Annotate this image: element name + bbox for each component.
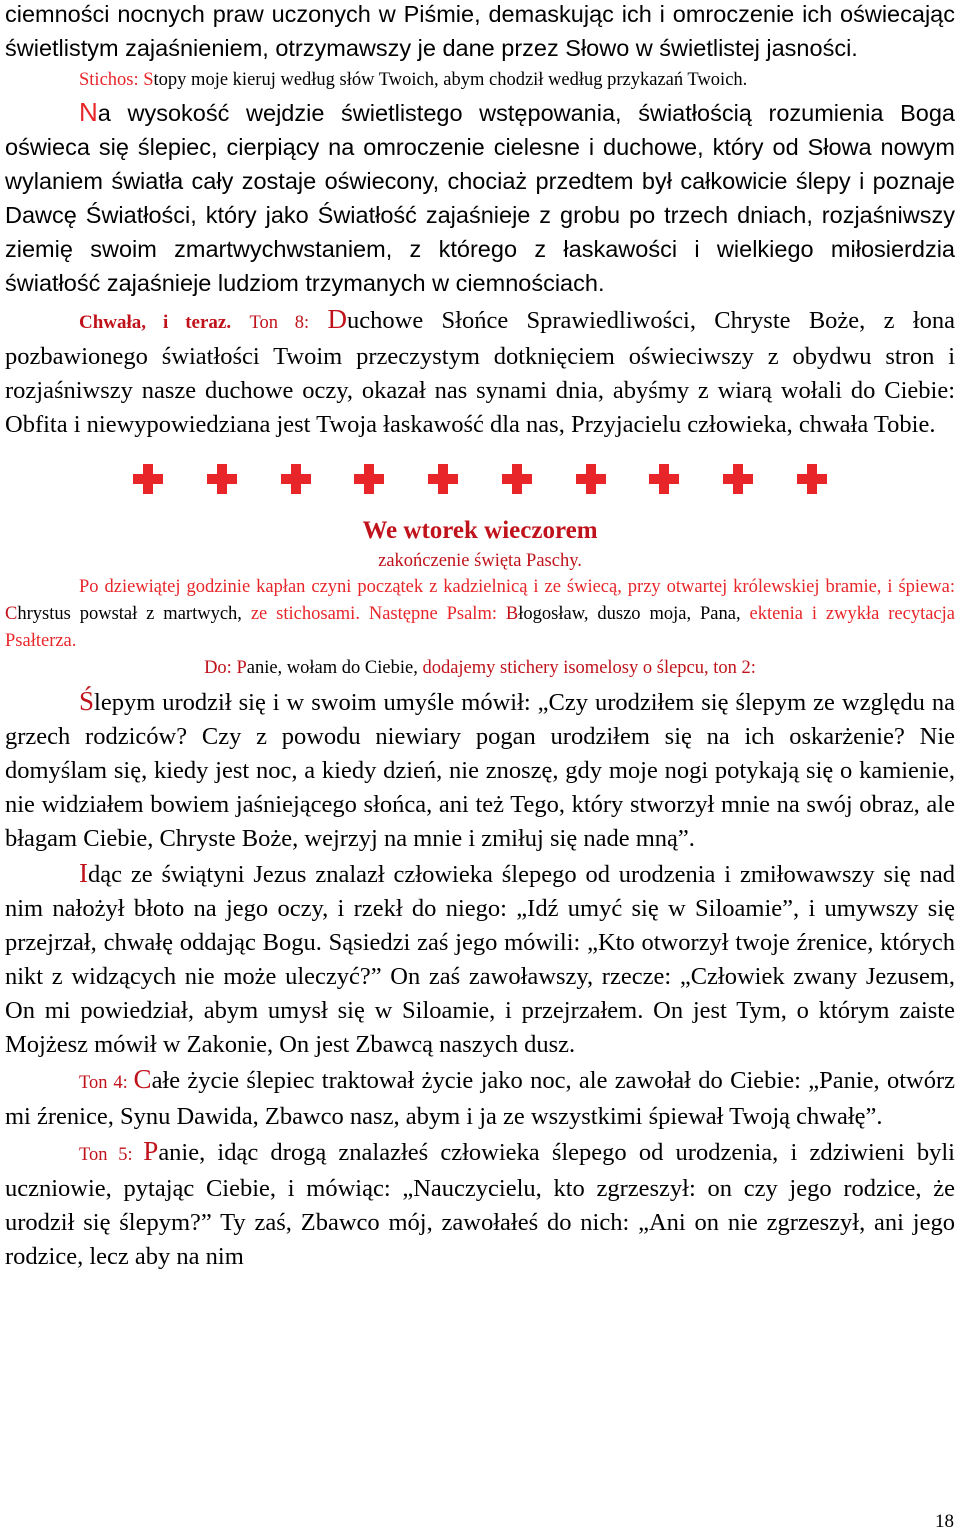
rubric-text: dodajemy stichery isomelosy o ślepcu, ton 2:: [417, 658, 756, 678]
cross-icon: [354, 464, 384, 494]
cross-icon: [649, 464, 679, 494]
rubric-text: Po dziewiątej godzinie kapłan czyni początek z kadzielnicą i ze świecą, przy otwartej królewskiej bramie, i śpiewa:: [79, 577, 955, 597]
rubric-text: ze stichosami. Następne Psalm:: [241, 604, 506, 624]
rubric-instructions: [5, 574, 955, 655]
drop-initial: I: [79, 858, 88, 888]
paragraph-text: uchowe Słońce Sprawiedliwości, Chryste Boże, z łona pozbawionego światłości Twoim przeczystym dotknięciem oświeciwszy z obydwu stron i rozjaśniwszy nasze duchowe oczy, okazał nas synami dnia, abyśmy z wiarą wołali do Ciebie: Obfita i niewypowiedziana jest Twoja łaskawość dla nas, Przyjacielu człowieka, chwała Tobie.: [5, 307, 955, 438]
chwala-label: Chwała, i teraz.: [79, 312, 232, 333]
tone-label: Ton 4:: [79, 1073, 134, 1093]
cross-icon: [207, 464, 237, 494]
cross-icon: [797, 464, 827, 494]
drop-initial: P: [143, 1136, 159, 1166]
sticheron-4: [5, 1134, 955, 1274]
section-title: We wtorek wieczorem: [362, 517, 598, 544]
section-subtitle: zakończenie święta Paschy.: [378, 551, 582, 571]
cross-divider: [133, 464, 827, 500]
cross-icon: [281, 464, 311, 494]
sticheron-text: lepym urodził się i w swoim umyśle mówił: „Czy urodziłem się ślepym ze względu na grzech rodziców? Czy z powodu niewiary pogan urodziłem się na ich oskarżenie? Nie domyślam się, kiedy jest noc, a kiedy dzień, nie znoszę, gdy moje nogi potykają się o kamienie, nie widziałem bowiem jaśniejącego słońca, ani też Tego, który stworzył mnie na swój obraz, ale błagam Ciebie, Chryste Boże, wejrzyj na mnie i zmiłuj się nade mną”.: [5, 689, 955, 852]
paragraph-text: a wysokość wejdzie świetlistego wstępowania, światłością rozumienia Boga oświeca się ślepiec, cierpiący na omroczenie cielesne i duchowe, który od Słowa nowym wylaniem światła cały zostaje oświecony, chociaż przedtem był całkowicie ślepy i poznaje Dawcę Światłości, który jako Światłość zajaśnieje z grobu po trzech dniach, rozjaśniwszy ziemię swoim zmartwychwstaniem, z którego z łaskawości i wielkiego miłosierdzia światłość zajaśnieje ludziom trzymanych w ciemnościach.: [5, 100, 955, 296]
sticheron-text: ałe życie ślepiec traktował życie jako noc, ale zawołał do Ciebie: „Panie, otwórz mi źrenice, Synu Dawida, Zbawco nasz, abym i ja ze wszystkimi śpiewał Twoją chwałę”.: [5, 1067, 955, 1130]
sticheron-3: [5, 1062, 955, 1134]
sticheron-1: [5, 684, 955, 856]
paragraph-chwala: [5, 302, 955, 442]
rubric-initial: C: [5, 604, 18, 624]
sticheron-text: anie, idąc drogą znalazłeś człowieka ślepego od urodzenia, i zdziwieni byli uczniowie, pytając Ciebie, i mówiąc: „Nauczycielu, kto zgrzeszył: on czy jego rodzice, że urodził się ślepym?” Ty zaś, Zbawco mój, zawołałeś do nich: „Ani on nie zgrzeszył, ani jego rodzice, lecz aby na nim: [5, 1139, 955, 1270]
tone-label: Ton 8:: [249, 313, 310, 333]
paragraph-na-wysokosc: [5, 95, 955, 300]
sticheron-text: dąc ze świątyni Jezus znalazł człowieka ślepego od urodzenia i zmiłowawszy się nad nim nałożył błoto na jego oczy, i rzekł do niego: „Idź umyć się w Siloamie”, i umywszy się przejrzał, chwałę oddając Bogu. Sąsiedzi zaś jego mówili: „Kto otworzył twoje źrenice, których nikt z widzących nie może uleczyć?” On zaś zawoławszy, rzecze: „Człowiek zwany Jezusem, On mi powiedział, abym umysł się w Siloamie, i przejrzałem. On jest Tym, o którym zaiste Mojżesz mówił w Zakonie, On jest Zbawcą naszych dusz.: [5, 861, 955, 1058]
cross-icon: [576, 464, 606, 494]
drop-initial: Ś: [79, 686, 95, 716]
rubric-initial: P: [236, 658, 247, 678]
stichos-text: topy moje kieruj według słów Twoich, abym chodził według przykazań Twoich.: [153, 70, 748, 90]
sticheron-2: [5, 856, 955, 1062]
rubric-incipit: anie, wołam do Ciebie,: [246, 658, 418, 678]
rubric-incipit: hrystus powstał z martwych,: [17, 604, 242, 624]
stichos-label: Stichos:: [79, 70, 144, 90]
rubric-incipit: łogosław, duszo moja, Pana,: [518, 604, 741, 624]
rubric-initial: B: [505, 604, 519, 624]
document-page: [5, 0, 955, 1274]
rubric-text: Do:: [204, 658, 237, 678]
tone-label: Ton 5:: [79, 1145, 144, 1165]
drop-initial: N: [79, 97, 98, 127]
rubric-do: [5, 655, 955, 682]
drop-initial: D: [327, 304, 347, 334]
rubric-text: ektenia i zwykła recytacja Psałterza.: [5, 604, 955, 651]
cross-icon: [723, 464, 753, 494]
drop-initial: C: [133, 1064, 152, 1094]
paragraph-continuation: ciemności nocnych praw uczonych w Piśmie, demaskując ich i omroczenie ich oświecając świetlistym zajaśnieniem, otrzymawszy je dane przez Słowo w świetlistej jasności.: [5, 1, 955, 61]
cross-icon: [133, 464, 163, 494]
cross-icon: [502, 464, 532, 494]
stichos-line: [5, 65, 955, 95]
stichos-initial: S: [143, 70, 154, 90]
page-number: 18: [935, 1511, 954, 1532]
cross-icon: [428, 464, 458, 494]
